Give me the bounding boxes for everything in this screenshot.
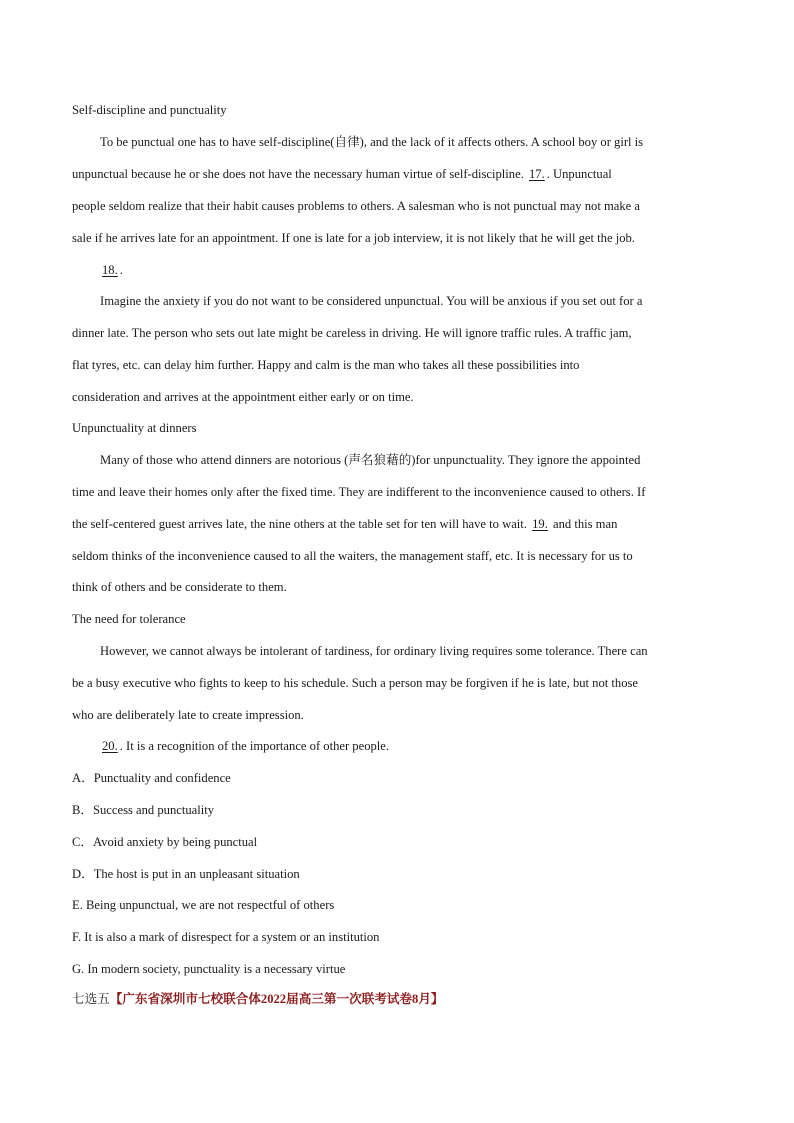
paragraph-line: However, we cannot always be intolerant of tardiness, for ordinary living requires some tolerance. There can — [100, 644, 648, 658]
paragraph-line: Imagine the anxiety if you do not want to be considered unpunctual. You will be anxious if you set out for a — [100, 294, 643, 308]
paragraph-line — [100, 261, 123, 279]
question-source-line — [72, 990, 444, 1008]
paragraph-line — [100, 737, 389, 755]
text-span: . Unpunctual — [546, 167, 612, 181]
paragraph-line: think of others and be considerate to them. — [72, 580, 287, 594]
paragraph-line: time and leave their homes only after the fixed time. They are indifferent to the inconvenience caused to others. If — [72, 485, 646, 499]
blank-20[interactable]: 20. — [102, 739, 118, 753]
option-e: E. Being unpunctual, we are not respectful of others — [72, 898, 335, 912]
option-b: B．Success and punctuality — [72, 803, 215, 817]
paragraph-line — [72, 165, 612, 183]
blank-19[interactable]: 19. — [532, 517, 548, 531]
option-g: G. In modern society, punctuality is a necessary virtue — [72, 962, 346, 976]
paragraph-line: Many of those who attend dinners are notorious (声名狼藉的)for unpunctuality. They ignore the appointed — [100, 453, 641, 467]
section-heading-tolerance: The need for tolerance — [72, 612, 186, 626]
blank-18[interactable]: 18. — [102, 263, 118, 277]
paragraph-line: seldom thinks of the inconvenience caused to all the waiters, the management staff, etc. It is necessary for us to — [72, 549, 633, 563]
blank-17[interactable]: 17. — [528, 167, 545, 181]
paragraph-line: who are deliberately late to create impression. — [72, 708, 304, 722]
question-type-label: 七选五 — [72, 992, 110, 1006]
paragraph-line: people seldom realize that their habit causes problems to others. A salesman who is not punctual may not make a — [72, 199, 640, 213]
text-span: the self-centered guest arrives late, the nine others at the table set for ten will have to wait. — [72, 517, 531, 531]
paragraph-line: dinner late. The person who sets out late might be careless in driving. He will ignore traffic rules. A traffic jam, — [72, 326, 632, 340]
paragraph-line: be a busy executive who fights to keep to his schedule. Such a person may be forgiven if he is late, but not those — [72, 676, 639, 690]
exam-source-label: 【广东省深圳市七校联合体2022届高三第一次联考试卷8月】 — [109, 992, 444, 1006]
paragraph-line: consideration and arrives at the appointment either early or on time. — [72, 390, 414, 404]
paragraph-line: flat tyres, etc. can delay him further. Happy and calm is the man who takes all these possibilities into — [72, 358, 580, 372]
section-heading-self-discipline: Self-discipline and punctuality — [72, 103, 227, 117]
text-span: . It is a recognition of the importance of other people. — [119, 739, 390, 753]
option-f: F. It is also a mark of disrespect for a system or an institution — [72, 930, 380, 944]
section-heading-dinners: Unpunctuality at dinners — [72, 421, 197, 435]
paragraph-line: To be punctual one has to have self-discipline(自律), and the lack of it affects others. A school boy or girl is — [100, 135, 644, 149]
paragraph-line — [72, 515, 617, 533]
text-span: and this man — [549, 517, 618, 531]
text-span: unpunctual because he or she does not have the necessary human virtue of self-discipline. — [72, 167, 527, 181]
option-a: A．Punctuality and confidence — [72, 771, 231, 785]
text-span: . — [119, 263, 123, 277]
option-d: D．The host is put in an unpleasant situation — [72, 867, 300, 881]
paragraph-line: sale if he arrives late for an appointment. If one is late for a job interview, it is not likely that he will get the job. — [72, 231, 635, 245]
option-c: C．Avoid anxiety by being punctual — [72, 835, 258, 849]
